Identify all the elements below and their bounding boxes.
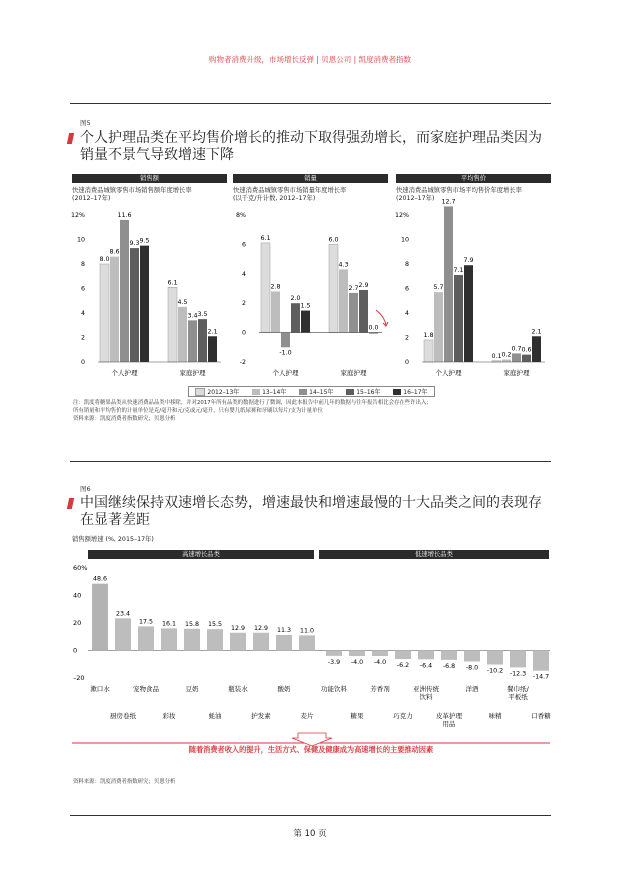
bar: [329, 244, 338, 332]
series-legend: [188, 386, 435, 397]
data-label: -1.0: [279, 349, 292, 357]
slow-growth-bar: 低速增长品类: [319, 550, 549, 559]
y-tick-label: 12%: [395, 212, 409, 219]
data-label: 17.5: [138, 618, 154, 626]
chart-price-growth: [394, 198, 554, 385]
y-tick-label: 0: [80, 359, 85, 366]
bar: [140, 246, 149, 362]
bar: [261, 243, 270, 333]
data-label: 9.5: [139, 237, 150, 245]
figure5-label: 图5: [80, 119, 91, 127]
legend-item: 14–15年: [299, 387, 333, 396]
bar: [207, 629, 223, 650]
data-label: 2.1: [207, 328, 218, 336]
category-label: 皮革护理: [436, 712, 462, 720]
bar: [110, 257, 119, 362]
data-label: 5.7: [433, 284, 444, 292]
y-tick-label: 4: [80, 310, 85, 317]
figure6-ylabel: 销售额增速 (%, 2015–17年): [72, 536, 154, 543]
bar: [291, 303, 300, 332]
data-label: -12.3: [509, 670, 527, 678]
data-label: 2.9: [358, 281, 369, 289]
y-tick-label: 2: [404, 334, 409, 342]
bar: [464, 265, 473, 362]
data-label: 2.8: [270, 283, 281, 291]
bar: [115, 618, 131, 650]
bar: [512, 353, 521, 362]
data-label: 0.0: [368, 324, 379, 332]
y-tick-label: 4: [241, 270, 246, 278]
legend-item: 15–16年: [346, 387, 380, 396]
figure5-title-text: 个人护理品类在平均售价增长的推动下取得强劲增长，而家庭护理品类因为销量不景气导致增速下降: [80, 130, 542, 163]
data-label: 11.0: [299, 627, 315, 635]
note-2: 所有销量和平均售价的计量单位是克/毫升和元/克或元/毫升，只有婴儿纸尿裤和牙刷以每片/支为计量单位: [73, 408, 323, 414]
y-tick-label: 12%: [71, 212, 85, 219]
y-tick-label: 8%: [236, 212, 246, 219]
bar: [359, 290, 368, 333]
y-tick-label: 10: [76, 236, 85, 244]
figure6-title: [80, 495, 550, 529]
bar: [198, 319, 207, 362]
category-label: 洋酒: [465, 685, 479, 693]
bar: [161, 628, 177, 650]
fast-growth-bar: 高速增长品类: [88, 550, 314, 559]
bar: [326, 651, 342, 656]
legend-item: 2012–13年: [195, 387, 239, 396]
data-label: 3.5: [197, 311, 208, 319]
bar: [188, 320, 197, 362]
chart-sales-growth: [70, 205, 230, 385]
bar: [92, 584, 108, 651]
category-label: 巧克力: [393, 712, 413, 720]
data-label: 6.0: [328, 236, 339, 244]
bar: [349, 293, 358, 333]
chart-volume-growth: [231, 205, 391, 385]
category-label: 个人护理: [272, 369, 299, 377]
figure6-source: 资料来源：凯度消费者指数研究；贝恩分析: [73, 779, 176, 785]
y-tick-label: 4: [404, 310, 409, 317]
bar: [339, 269, 348, 332]
data-label: 15.5: [207, 621, 223, 629]
category-label: 酸奶: [277, 685, 291, 693]
bar: [454, 275, 463, 362]
running-header: 购物者消费升级，市场增长反弹 | 贝恩公司 | 凯度消费者指数: [208, 55, 412, 64]
bar: [100, 264, 109, 362]
data-label: 48.6: [92, 575, 108, 583]
y-tick-label: -2: [239, 359, 246, 366]
panel-sub-sales: 快速消费品城镇零售市场销售额年度增长率 (2012–17年): [72, 187, 192, 202]
data-label: 2.7: [348, 284, 359, 292]
bar: [464, 651, 480, 662]
data-label: 16.1: [161, 620, 177, 628]
bar: [276, 635, 292, 651]
y-tick-label: 40: [73, 591, 82, 600]
bar: [299, 635, 315, 650]
figure6-label: 图6: [80, 485, 91, 493]
y-tick-label: 8: [80, 261, 85, 268]
y-tick-label: 2: [241, 300, 246, 308]
data-label: -8.0: [465, 664, 479, 672]
data-label: 15.8: [184, 620, 200, 628]
y-tick-label: 6: [241, 241, 246, 249]
category-label: 饮料: [419, 693, 433, 701]
chart-category-growth: [70, 560, 552, 735]
title-marker-icon: [67, 498, 74, 509]
bar: [522, 355, 531, 362]
data-label: 8.6: [109, 248, 120, 256]
y-tick-label: 6: [404, 285, 409, 293]
note-1: 注：凯度将糖果品类从快速消费品品类中移除，并对2017年所有品类的数据进行了微调，因此本报告中前几年的数据与往年报告相比会存在些许出入；: [73, 400, 432, 406]
bar: [184, 629, 200, 651]
divider-mid: [70, 461, 551, 462]
bar: [532, 336, 541, 362]
divider-bottom: [70, 815, 551, 816]
y-tick-label: 20: [73, 619, 82, 627]
bar: [230, 633, 246, 651]
data-label: 2.0: [290, 295, 301, 303]
page-number: 第 10 页: [293, 829, 327, 839]
data-label: 4.3: [338, 261, 349, 269]
data-label: 0.6: [521, 346, 532, 354]
bar: [441, 651, 457, 660]
y-tick-label: –20: [73, 674, 85, 682]
trend-arrow-icon: [374, 308, 390, 328]
data-label: 7.1: [453, 267, 464, 275]
bar: [253, 633, 269, 651]
data-label: -3.9: [327, 658, 341, 666]
category-label: 家庭护理: [179, 369, 206, 377]
category-label: 芳香剂: [370, 685, 390, 693]
panel-sub-volume: 快速消费品城镇零售市场销量年度增长率 (以千克/升计数, 2012–17年): [233, 187, 347, 202]
y-tick-label: 2: [80, 334, 85, 342]
data-label: 12.9: [230, 624, 246, 632]
y-tick-label: 0: [241, 329, 246, 337]
y-tick-label: 8: [404, 261, 409, 268]
data-label: 7.9: [463, 257, 474, 265]
callout-text: 随着消费者收入的提升，生活方式、保健及健康成为高速增长的主要推动因素: [188, 745, 434, 754]
divider-top: [70, 103, 551, 104]
y-tick-label: 60%: [73, 564, 88, 572]
bar: [418, 651, 434, 660]
data-label: 12.7: [441, 198, 456, 206]
bar: [395, 651, 411, 660]
bar: [281, 333, 290, 348]
category-label: 个人护理: [111, 369, 138, 377]
panel-sub-price: 快速消费品城镇零售市场平均售价年度增长率 (2012–17年): [396, 187, 522, 202]
category-label: 蚝油: [208, 712, 222, 720]
category-label: 餐巾纸/: [507, 685, 529, 693]
title-marker-icon: [67, 133, 74, 144]
category-label: 彩妆: [162, 712, 176, 720]
data-label: -14.7: [532, 673, 550, 681]
data-label: 1.5: [300, 302, 311, 310]
bar: [424, 340, 433, 362]
data-label: 0.7: [511, 345, 522, 353]
data-label: 0.1: [491, 352, 502, 360]
y-tick-label: 0: [404, 359, 409, 366]
data-label: 12.9: [253, 624, 269, 632]
data-label: -6.2: [396, 662, 410, 670]
category-label: 糖果: [350, 712, 364, 720]
data-label: -6.4: [419, 662, 433, 670]
bar: [372, 651, 388, 657]
data-label: 6.1: [260, 234, 271, 242]
category-label: 功能饮料: [321, 685, 347, 693]
data-label: -4.0: [350, 659, 364, 666]
bar: [487, 651, 503, 665]
data-label: 8.0: [99, 256, 110, 263]
data-label: 0.2: [501, 351, 512, 359]
panel-bar-volume: 销量: [233, 174, 388, 183]
bar: [120, 220, 129, 362]
y-tick-label: 6: [80, 285, 85, 293]
legend-item: 16–17年: [393, 387, 427, 396]
data-label: 23.4: [115, 610, 131, 618]
bar: [301, 311, 310, 333]
data-label: 2.1: [531, 328, 542, 336]
data-label: 6.1: [167, 279, 178, 287]
category-label: 瓶装水: [228, 685, 248, 693]
bar: [533, 651, 549, 671]
data-label: 11.6: [117, 211, 132, 219]
category-label: 宠物食品: [133, 685, 159, 693]
data-label: -6.8: [442, 662, 456, 670]
bar: [502, 360, 511, 362]
panel-bar-price: 平均售价: [396, 174, 551, 183]
legend-item: 13–14年: [252, 387, 286, 396]
bar: [444, 206, 453, 362]
data-label: 1.8: [423, 331, 434, 339]
category-label: 口香糖: [531, 712, 551, 720]
panel-bar-sales: 销售额: [72, 174, 227, 183]
category-label: 味精: [488, 712, 502, 720]
category-label: 用品: [442, 720, 456, 728]
y-tick-label: 0: [73, 646, 78, 655]
bar: [138, 626, 154, 650]
figure6-title-text: 中国继续保持双速增长态势，增速最快和增速最慢的十大品类之间的表现存在显著差距: [80, 495, 542, 528]
data-label: -10.2: [486, 667, 504, 675]
data-label: 9.3: [129, 240, 140, 248]
category-label: 漱口水: [90, 685, 110, 693]
category-label: 护发素: [251, 712, 271, 720]
category-label: 豆奶: [185, 685, 199, 693]
data-label: 11.3: [276, 626, 292, 634]
category-label: 平板纸: [508, 693, 528, 701]
bar: [168, 287, 177, 362]
bar: [271, 291, 280, 332]
category-label: 厨房卷纸: [110, 712, 136, 720]
y-tick-label: 10: [400, 236, 409, 244]
category-label: 家庭护理: [340, 369, 367, 377]
bar: [434, 292, 443, 362]
category-label: 个人护理: [435, 369, 462, 377]
figure5-title: [80, 130, 550, 164]
bar: [349, 651, 365, 657]
bar: [178, 307, 187, 362]
data-label: 4.5: [177, 298, 188, 306]
bar: [130, 248, 139, 362]
category-label: 麦片: [300, 712, 314, 720]
category-label: 亚洲传统: [413, 685, 439, 693]
data-label: 3.4: [187, 312, 198, 320]
bar: [510, 651, 526, 668]
category-label: 家庭护理: [503, 369, 530, 377]
data-label: -4.0: [373, 659, 387, 666]
bar: [208, 336, 217, 362]
note-source: 资料来源：凯度消费者指数研究；贝恩分析: [73, 416, 176, 422]
